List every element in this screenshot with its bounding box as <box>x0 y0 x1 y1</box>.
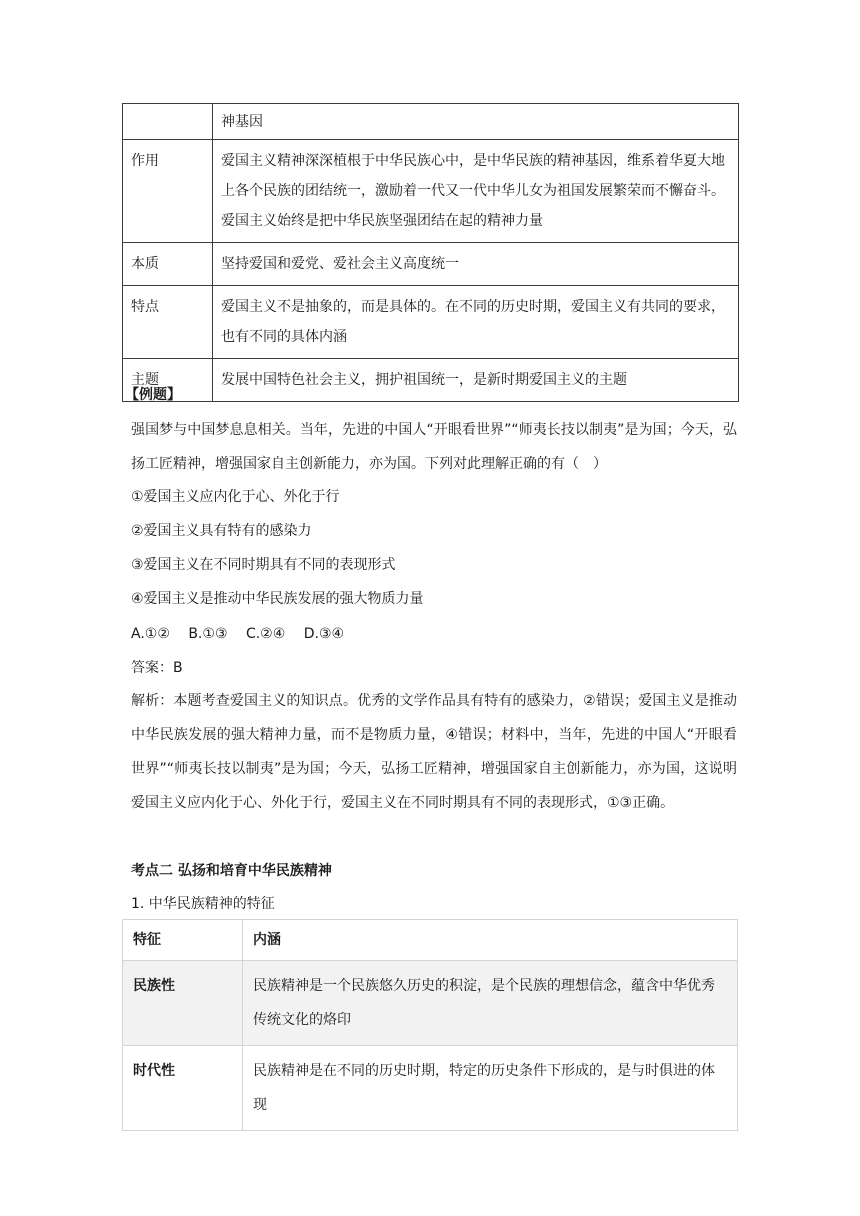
row-key: 本质 <box>123 243 213 286</box>
answer-choices: A.①② B.①③ C.②④ D.③④ <box>131 626 345 642</box>
table-header-row <box>123 920 738 961</box>
national-spirit-table <box>122 919 738 1131</box>
row-key: 民族性 <box>123 961 243 1046</box>
row-value: 坚持爱国和爱党、爱社会主义高度统一 <box>213 243 739 286</box>
header-cell: 特征 <box>123 920 243 961</box>
table-row <box>123 243 739 286</box>
row-value: 发展中国特色社会主义，拥护祖国统一，是新时期爱国主义的主题 <box>213 359 739 402</box>
row-value: 神基因 <box>213 104 739 140</box>
row-key: 作用 <box>123 140 213 243</box>
table-row <box>123 104 739 140</box>
row-key: 特点 <box>123 286 213 359</box>
row-value: 爱国主义不是抽象的，而是具体的。在不同的历史时期，爱国主义有共同的要求，也有不同的具体内涵 <box>213 286 739 359</box>
option-4: ④爱国主义是推动中华民族发展的强大物质力量 <box>131 591 424 607</box>
row-value: 民族精神是一个民族悠久历史的积淀，是个民族的理想信念，蕴含中华优秀传统文化的烙印 <box>243 961 738 1046</box>
section-subheading: 1. 中华民族精神的特征 <box>131 896 275 912</box>
row-key: 时代性 <box>123 1046 243 1131</box>
row-value: 爱国主义精神深深植根于中华民族心中，是中华民族的精神基因，维系着华夏大地上各个民族的团结统一，激励着一代又一代中华儿女为祖国发展繁荣而不懈奋斗。爱国主义始终是把中华民族坚强团结在起的精神力量 <box>213 140 739 243</box>
section-heading: 考点二 弘扬和培育中华民族精神 <box>131 863 332 879</box>
table-row <box>123 140 739 243</box>
option-3: ③爱国主义在不同时期具有不同的表现形式 <box>131 557 396 573</box>
row-key <box>123 104 213 140</box>
example-heading: 【例题】 <box>125 387 181 403</box>
table-row <box>123 359 739 402</box>
table-row <box>123 286 739 359</box>
example-question: 强国梦与中国梦息息相关。当年，先进的中国人“开眼看世界”“师夷长技以制夷”是为国；今天，弘扬工匠精神，增强国家自主创新能力，亦为国。下列对此理解正确的有（ ） <box>131 422 737 472</box>
analysis: 解析：本题考查爱国主义的知识点。优秀的文学作品具有特有的感染力，②错误；爱国主义是推动中华民族发展的强大精神力量，而不是物质力量，④错误；材料中，当年，先进的中国人“开眼看世界”“师夷长技以制夷”是为国；今天，弘扬工匠精神，增强国家自主创新能力，亦为国，这说明爱国主义应内化于心、外化于行，爱国主义在不同时期具有不同的表现形式，①③正确。 <box>131 693 737 811</box>
answer: 答案：B <box>131 660 183 676</box>
option-2: ②爱国主义具有特有的感染力 <box>131 523 312 539</box>
option-1: ①爱国主义应内化于心、外化于行 <box>131 489 340 505</box>
table-row <box>123 961 738 1046</box>
row-value: 民族精神是在不同的历史时期，特定的历史条件下形成的，是与时俱进的体现 <box>243 1046 738 1131</box>
table-row <box>123 1046 738 1131</box>
patriotism-table <box>122 103 739 402</box>
header-cell: 内涵 <box>243 920 738 961</box>
row-key: 主题 <box>123 359 213 402</box>
